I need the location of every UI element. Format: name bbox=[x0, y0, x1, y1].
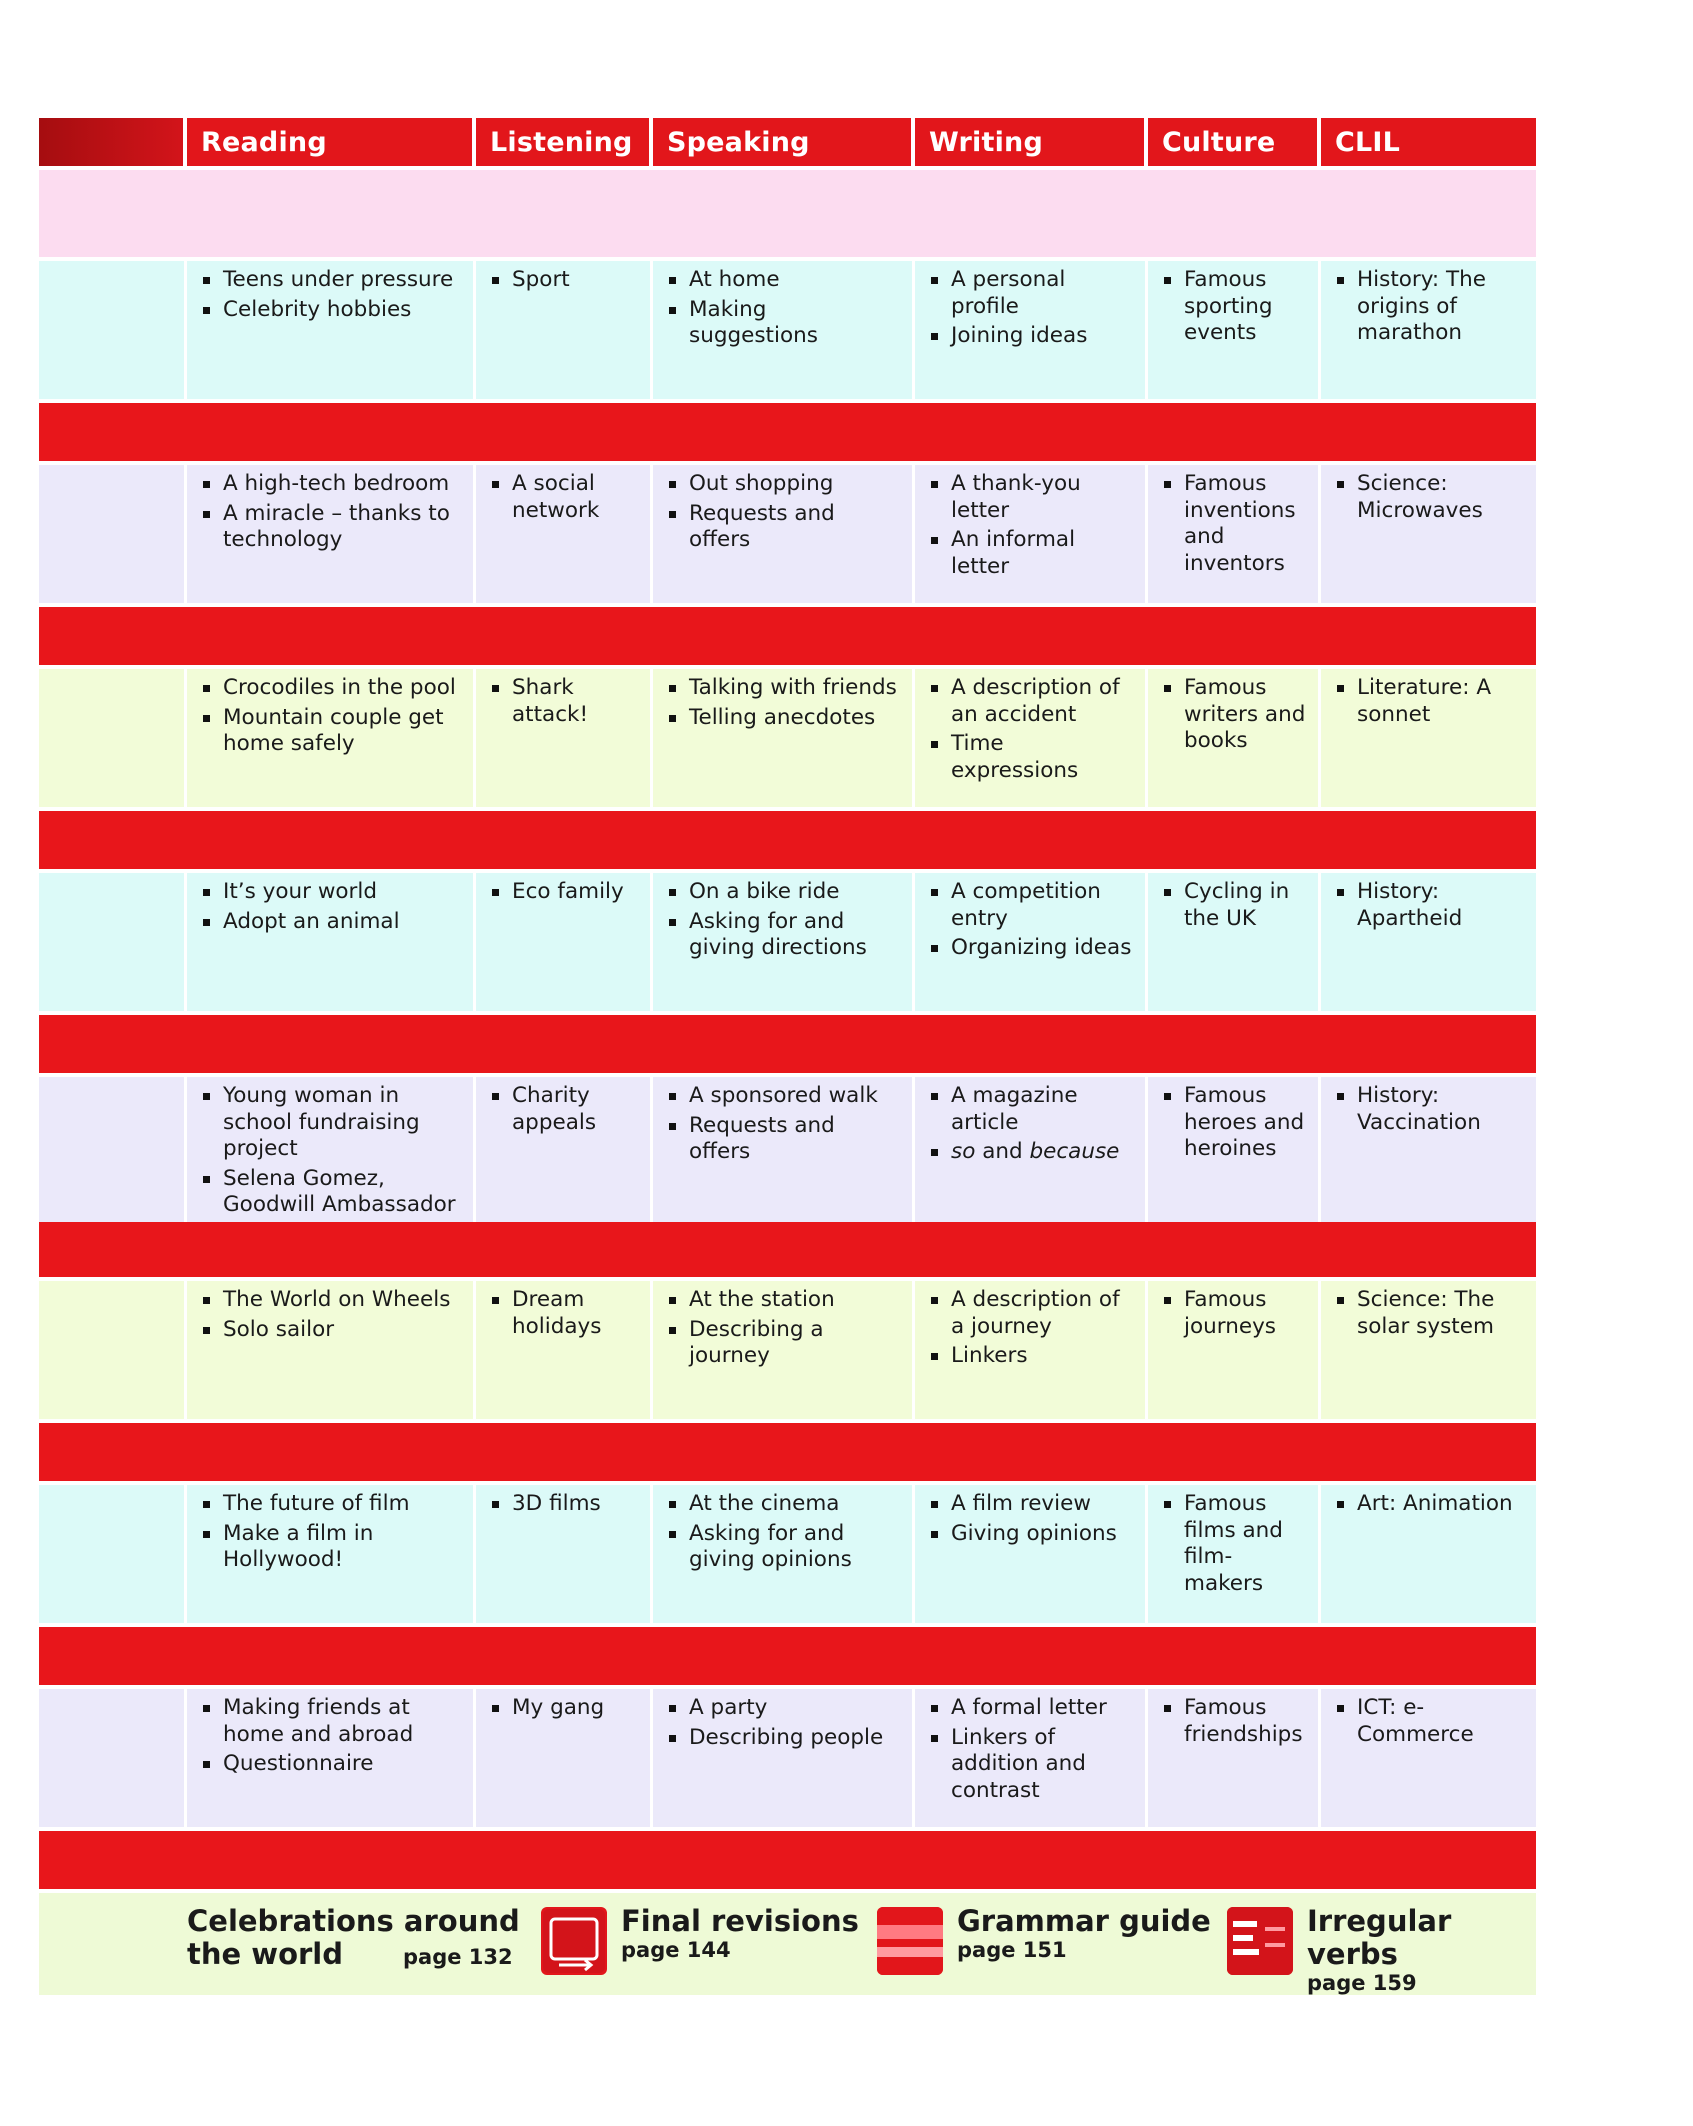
cell-listening bbox=[476, 873, 653, 1011]
cell-clil bbox=[1321, 261, 1536, 399]
list-item: Asking for and giving directions bbox=[665, 909, 902, 962]
celebrations-page: page 132 bbox=[403, 1945, 513, 1969]
cell-reading bbox=[187, 1485, 476, 1623]
list-item: A miracle – thanks to technology bbox=[199, 501, 463, 554]
unit-label-cell bbox=[39, 1077, 187, 1222]
list-item: A sponsored walk bbox=[665, 1083, 902, 1110]
list-item: Joining ideas bbox=[927, 323, 1135, 350]
bullet-list bbox=[927, 267, 1135, 350]
list-item: Describing a journey bbox=[665, 1317, 902, 1370]
bullet-list bbox=[488, 1287, 640, 1340]
cell-writing bbox=[915, 465, 1148, 603]
list-item: Out shopping bbox=[665, 471, 902, 498]
revisions-icon bbox=[541, 1907, 607, 1975]
bullet-list bbox=[488, 471, 640, 524]
list-item: Sport bbox=[488, 267, 640, 294]
cell-culture bbox=[1148, 261, 1321, 399]
cell-speaking bbox=[653, 1077, 915, 1222]
list-item: Solo sailor bbox=[199, 1317, 463, 1344]
bullet-list bbox=[199, 1083, 463, 1219]
cell-speaking bbox=[653, 1485, 915, 1623]
bullet-list bbox=[1333, 1287, 1526, 1340]
irregular-verbs-page: page 159 bbox=[1307, 1971, 1417, 1995]
list-item bbox=[927, 1139, 1135, 1166]
irregular-verbs-icon bbox=[1227, 1907, 1293, 1975]
cell-culture bbox=[1148, 873, 1321, 1011]
list-item: Famous journeys bbox=[1160, 1287, 1308, 1340]
list-item: History: Apartheid bbox=[1333, 879, 1526, 932]
bullet-list bbox=[1160, 1287, 1308, 1340]
cell-reading bbox=[187, 465, 476, 603]
header-speaking: Speaking bbox=[653, 118, 915, 166]
bullet-list bbox=[199, 675, 463, 758]
list-item: Requests and offers bbox=[665, 1113, 902, 1166]
cell-reading bbox=[187, 1281, 476, 1419]
cell-speaking bbox=[653, 1281, 915, 1419]
list-item: A personal profile bbox=[927, 267, 1135, 320]
list-item: ICT: e-Commerce bbox=[1333, 1695, 1526, 1748]
cell-reading bbox=[187, 1077, 476, 1222]
bullet-list bbox=[1160, 1083, 1308, 1163]
bullet-list bbox=[665, 879, 902, 962]
list-item: It’s your world bbox=[199, 879, 463, 906]
intro-band bbox=[39, 166, 1536, 257]
list-item: Crocodiles in the pool bbox=[199, 675, 463, 702]
bullet-list bbox=[665, 675, 902, 731]
grammar-guide-title: Grammar guide bbox=[957, 1904, 1211, 1938]
list-item: Science: Microwaves bbox=[1333, 471, 1526, 524]
bullet-list bbox=[927, 1083, 1135, 1166]
cell-writing bbox=[915, 261, 1148, 399]
unit-label-cell bbox=[39, 873, 187, 1011]
list-item: A high-tech bedroom bbox=[199, 471, 463, 498]
bullet-list bbox=[665, 1491, 902, 1574]
list-item: Charity appeals bbox=[488, 1083, 640, 1136]
list-item: Young woman in school fundraising project bbox=[199, 1083, 463, 1163]
list-item: A description of a journey bbox=[927, 1287, 1135, 1340]
list-item: An informal letter bbox=[927, 527, 1135, 580]
italic-word: because bbox=[1029, 1139, 1120, 1164]
list-item: Asking for and giving opinions bbox=[665, 1521, 902, 1574]
unit-label-cell bbox=[39, 465, 187, 603]
list-item: 3D films bbox=[488, 1491, 640, 1518]
unit-header-bar bbox=[39, 1215, 1536, 1277]
bullet-list bbox=[927, 675, 1135, 784]
unit-row bbox=[39, 461, 1536, 603]
list-item: Time expressions bbox=[927, 731, 1135, 784]
bullet-list bbox=[488, 675, 640, 728]
bullet-list bbox=[199, 879, 463, 935]
header-reading: Reading bbox=[187, 118, 476, 166]
list-item: Telling anecdotes bbox=[665, 705, 902, 732]
bullet-list bbox=[1333, 267, 1526, 347]
cell-writing bbox=[915, 1485, 1148, 1623]
cell-listening bbox=[476, 1485, 653, 1623]
unit-row bbox=[39, 869, 1536, 1011]
unit-label-cell bbox=[39, 669, 187, 807]
list-item: Questionnaire bbox=[199, 1751, 463, 1778]
grammar-guide-page: page 151 bbox=[957, 1938, 1067, 1962]
header-writing: Writing bbox=[915, 118, 1148, 166]
bullet-list bbox=[1160, 267, 1308, 347]
list-item: Famous films and film-makers bbox=[1160, 1491, 1308, 1597]
list-item: Talking with friends bbox=[665, 675, 902, 702]
list-item: A thank-you letter bbox=[927, 471, 1135, 524]
cell-listening bbox=[476, 1077, 653, 1222]
list-item: History: The origins of marathon bbox=[1333, 267, 1526, 347]
list-item: Making friends at home and abroad bbox=[199, 1695, 463, 1748]
list-item: At home bbox=[665, 267, 902, 294]
grammar-icon bbox=[877, 1907, 943, 1975]
list-item: Famous inventions and inventors bbox=[1160, 471, 1308, 577]
cell-speaking bbox=[653, 465, 915, 603]
bullet-list bbox=[1160, 675, 1308, 755]
unit-header-bar bbox=[39, 1623, 1536, 1685]
bullet-list bbox=[927, 879, 1135, 962]
list-item: Famous heroes and heroines bbox=[1160, 1083, 1308, 1163]
list-item: The future of film bbox=[199, 1491, 463, 1518]
unit-header-bar bbox=[39, 1419, 1536, 1481]
list-item: Giving opinions bbox=[927, 1521, 1135, 1548]
bullet-list bbox=[1160, 1491, 1308, 1597]
list-item: History: Vaccination bbox=[1333, 1083, 1526, 1136]
grammar-guide-link[interactable] bbox=[957, 1905, 1211, 1962]
unit-header-bar bbox=[39, 1011, 1536, 1073]
unit-row bbox=[39, 257, 1536, 399]
bullet-list bbox=[488, 1491, 640, 1518]
cell-clil bbox=[1321, 1077, 1536, 1222]
cell-speaking bbox=[653, 669, 915, 807]
list-item: Shark attack! bbox=[488, 675, 640, 728]
unit-header-bar bbox=[39, 603, 1536, 665]
cell-reading bbox=[187, 669, 476, 807]
bullet-list bbox=[665, 1083, 902, 1166]
bullet-list bbox=[1333, 471, 1526, 524]
bullet-list bbox=[199, 471, 463, 554]
bullet-list bbox=[665, 1695, 902, 1751]
bullet-list bbox=[927, 471, 1135, 580]
final-revisions-title: Final revisions bbox=[621, 1904, 859, 1938]
list-item: A film review bbox=[927, 1491, 1135, 1518]
irregular-verbs-title: Irregular verbs bbox=[1307, 1904, 1452, 1971]
bullet-list bbox=[665, 267, 902, 350]
list-item: A competition entry bbox=[927, 879, 1135, 932]
list-item: A party bbox=[665, 1695, 902, 1722]
cell-writing bbox=[915, 1077, 1148, 1222]
bullet-list bbox=[199, 267, 463, 323]
list-item: Dream holidays bbox=[488, 1287, 640, 1340]
unit-header-bar bbox=[39, 399, 1536, 461]
irregular-verbs-link[interactable] bbox=[1307, 1905, 1536, 1995]
cell-culture bbox=[1148, 1485, 1321, 1623]
bullet-list bbox=[488, 879, 640, 906]
cell-reading bbox=[187, 873, 476, 1011]
cell-reading bbox=[187, 261, 476, 399]
list-item: Eco family bbox=[488, 879, 640, 906]
header-row bbox=[39, 118, 1536, 166]
bullet-list bbox=[199, 1287, 463, 1343]
list-item: Adopt an animal bbox=[199, 909, 463, 936]
bullet-list bbox=[199, 1491, 463, 1574]
bullet-list bbox=[1333, 675, 1526, 728]
list-item: Art: Animation bbox=[1333, 1491, 1526, 1518]
celebrations-title-1: Celebrations around bbox=[187, 1904, 520, 1938]
celebrations-link[interactable] bbox=[187, 1905, 520, 1971]
cell-clil bbox=[1321, 1281, 1536, 1419]
cell-listening bbox=[476, 1281, 653, 1419]
connector-text: and bbox=[975, 1139, 1030, 1164]
cell-listening bbox=[476, 1689, 653, 1827]
bullet-list bbox=[488, 1083, 640, 1136]
cell-culture bbox=[1148, 1077, 1321, 1222]
list-item: Literature: A sonnet bbox=[1333, 675, 1526, 728]
bullet-list bbox=[927, 1287, 1135, 1370]
italic-word: so bbox=[951, 1139, 976, 1164]
header-clil: CLIL bbox=[1321, 118, 1536, 166]
cell-culture bbox=[1148, 1689, 1321, 1827]
list-item: At the station bbox=[665, 1287, 902, 1314]
cell-speaking bbox=[653, 1689, 915, 1827]
cell-clil bbox=[1321, 465, 1536, 603]
unit-label-cell bbox=[39, 1485, 187, 1623]
header-corner bbox=[39, 118, 187, 166]
contents-table bbox=[39, 118, 1536, 1995]
list-item: The World on Wheels bbox=[199, 1287, 463, 1314]
list-item: Describing people bbox=[665, 1725, 902, 1752]
cell-clil bbox=[1321, 1689, 1536, 1827]
cell-listening bbox=[476, 465, 653, 603]
unit-row bbox=[39, 1073, 1536, 1215]
cell-writing bbox=[915, 1281, 1148, 1419]
bullet-list bbox=[1333, 879, 1526, 932]
list-item: Cycling in the UK bbox=[1160, 879, 1308, 932]
bullet-list bbox=[1160, 879, 1308, 932]
cell-culture bbox=[1148, 669, 1321, 807]
bullet-list bbox=[1333, 1695, 1526, 1748]
final-revisions-link[interactable] bbox=[621, 1905, 859, 1962]
unit-row bbox=[39, 1481, 1536, 1623]
cell-writing bbox=[915, 873, 1148, 1011]
list-item: Requests and offers bbox=[665, 501, 902, 554]
bullet-list bbox=[665, 471, 902, 554]
bullet-list bbox=[488, 267, 640, 294]
cell-reading bbox=[187, 1689, 476, 1827]
unit-label-cell bbox=[39, 1689, 187, 1827]
bullet-list bbox=[1160, 471, 1308, 577]
unit-header-bar bbox=[39, 1827, 1536, 1889]
cell-clil bbox=[1321, 873, 1536, 1011]
bullet-list bbox=[199, 1695, 463, 1778]
bullet-list bbox=[1333, 1083, 1526, 1136]
celebrations-title-2: the world bbox=[187, 1937, 343, 1971]
cell-listening bbox=[476, 669, 653, 807]
cell-culture bbox=[1148, 465, 1321, 603]
cell-writing bbox=[915, 669, 1148, 807]
list-item: Selena Gomez, Goodwill Ambassador bbox=[199, 1166, 463, 1219]
header-culture: Culture bbox=[1148, 118, 1321, 166]
header-listening: Listening bbox=[476, 118, 653, 166]
cell-listening bbox=[476, 261, 653, 399]
unit-label-cell bbox=[39, 261, 187, 399]
bullet-list bbox=[927, 1695, 1135, 1804]
list-item: Teens under pressure bbox=[199, 267, 463, 294]
list-item: Mountain couple get home safely bbox=[199, 705, 463, 758]
bullet-list bbox=[665, 1287, 902, 1370]
cell-speaking bbox=[653, 261, 915, 399]
list-item: Science: The solar system bbox=[1333, 1287, 1526, 1340]
bullet-list bbox=[1160, 1695, 1308, 1748]
unit-label-cell bbox=[39, 1281, 187, 1419]
units-container bbox=[39, 257, 1536, 1889]
list-item: Famous friendships bbox=[1160, 1695, 1308, 1748]
list-item: A formal letter bbox=[927, 1695, 1135, 1722]
final-revisions-page: page 144 bbox=[621, 1938, 731, 1962]
cell-clil bbox=[1321, 669, 1536, 807]
bullet-list bbox=[1333, 1491, 1526, 1518]
bullet-list bbox=[927, 1491, 1135, 1547]
appendix-footer bbox=[39, 1889, 1536, 1995]
list-item: At the cinema bbox=[665, 1491, 902, 1518]
cell-writing bbox=[915, 1689, 1148, 1827]
bullet-list bbox=[488, 1695, 640, 1722]
list-item: A social network bbox=[488, 471, 640, 524]
list-item: Make a film in Hollywood! bbox=[199, 1521, 463, 1574]
cell-culture bbox=[1148, 1281, 1321, 1419]
list-item: Celebrity hobbies bbox=[199, 297, 463, 324]
list-item: Linkers bbox=[927, 1343, 1135, 1370]
list-item: On a bike ride bbox=[665, 879, 902, 906]
list-item: Linkers of addition and contrast bbox=[927, 1725, 1135, 1805]
cell-speaking bbox=[653, 873, 915, 1011]
list-item: Famous sporting events bbox=[1160, 267, 1308, 347]
list-item: A description of an accident bbox=[927, 675, 1135, 728]
list-item: Organizing ideas bbox=[927, 935, 1135, 962]
list-item: Famous writers and books bbox=[1160, 675, 1308, 755]
list-item: Making suggestions bbox=[665, 297, 902, 350]
list-item: My gang bbox=[488, 1695, 640, 1722]
unit-row bbox=[39, 1277, 1536, 1419]
unit-row bbox=[39, 665, 1536, 807]
cell-clil bbox=[1321, 1485, 1536, 1623]
list-item: A magazine article bbox=[927, 1083, 1135, 1136]
unit-row bbox=[39, 1685, 1536, 1827]
unit-header-bar bbox=[39, 807, 1536, 869]
